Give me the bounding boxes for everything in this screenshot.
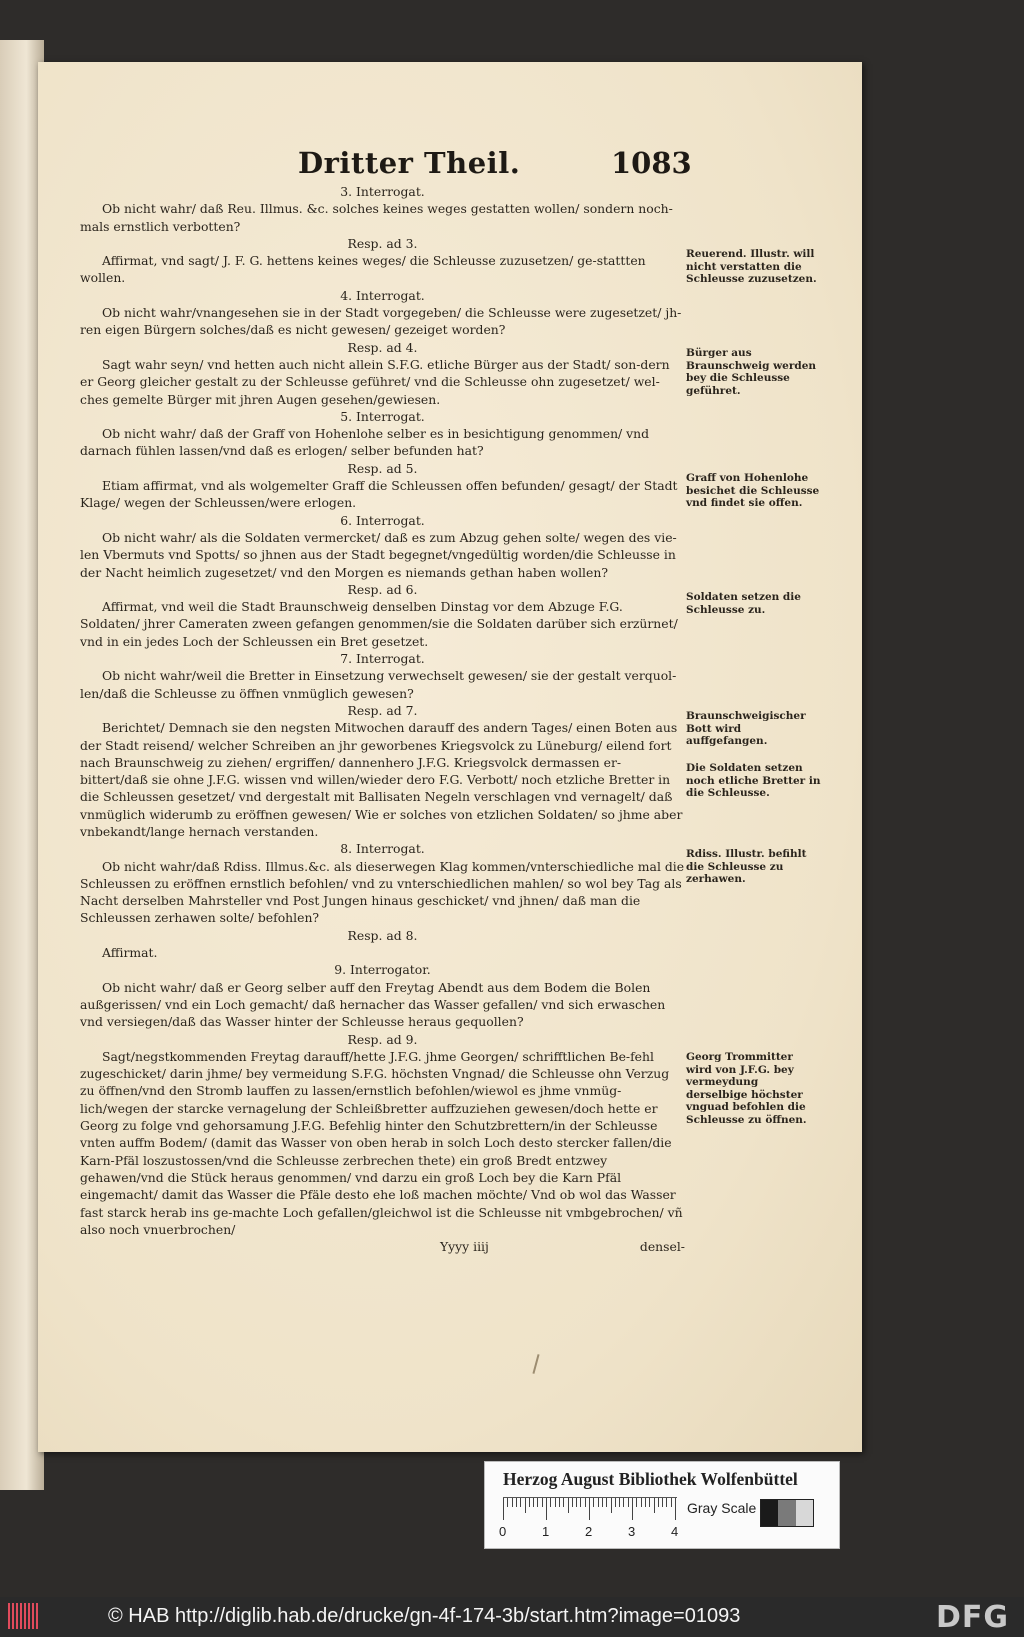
paragraph: Ob nicht wahr/vnangesehen sie in der Stadt vorgegeben/ die Schleusse were zugesetzet/ jh-ren eigen Bürgern solches/daß es nicht gewesen/ gezeiget worden? [80, 305, 682, 338]
paragraph: Affirmat, vnd sagt/ J. F. G. hettens keines weges/ die Schleusse zuzusetzen/ ge-stattten wollen. [80, 253, 646, 286]
ruler-tick [615, 1498, 616, 1507]
body-text [80, 183, 685, 1255]
ruler-tick [649, 1498, 650, 1507]
paragraph: Sagt wahr seyn/ vnd hetten auch nicht allein S.F.G. etliche Bürger aus der Stadt/ son-dern er Georg gleicher gestalt zu der Schleusse geführet/ vnd die Schleusse ohn zugesetzet/ wel-ches gemelte Bürger mit jhren Augen gesehen/gewiesen. [80, 356, 670, 407]
ruler-tick [645, 1498, 646, 1507]
library-name: Herzog August Bibliothek Wolfenbüttel [503, 1469, 798, 1489]
paragraph: Etiam affirmat, vnd als wolgemelter Graff die Schleussen offen befunden/ gesagt/ der Stadt Klage/ wegen der Schleussen/were erlogen. [80, 478, 678, 511]
ruler-tick [546, 1498, 547, 1520]
ruler-tick [503, 1498, 504, 1520]
page-header [38, 146, 862, 186]
ruler-number: 3 [628, 1524, 636, 1539]
ruler-tick [572, 1498, 573, 1507]
marginal-note: Braunschweigischer Bott wird auffgefangen. [686, 710, 806, 748]
ruler-tick [636, 1498, 637, 1507]
catchline [80, 1238, 685, 1255]
paragraph: Ob nicht wahr/ daß der Graff von Hohenlohe selber es in besichtigung genommen/ vnd darnach fühlen lassen/vnd daß es erlogen/ selber befunden hat? [80, 426, 650, 459]
marginal-note: Reuerend. Illustr. will nicht verstatten die Schleusse zuzusetzen. [686, 248, 817, 286]
gray-swatch [778, 1500, 795, 1526]
ruler-tick [619, 1498, 620, 1507]
ruler-tick [585, 1498, 586, 1507]
marginal-note: Die Soldaten setzen noch etliche Bretter in die Schleusse. [686, 762, 821, 800]
ruler-tick [550, 1498, 551, 1507]
ruler-tick [602, 1498, 603, 1507]
ruler-tick [559, 1498, 560, 1507]
gray-scale-label: Gray Scale [687, 1500, 757, 1516]
section-heading: 9. Interrogator. [334, 962, 431, 978]
ruler-number: 1 [542, 1524, 550, 1539]
pen-mark [532, 1354, 539, 1374]
signature-mark: Yyyy iiij [440, 1239, 489, 1255]
section-heading: 6. Interrogat. [340, 512, 425, 528]
hab-barcode-icon [8, 1603, 48, 1629]
section-heading: Resp. ad 6. [347, 581, 418, 597]
ruler-tick [658, 1498, 659, 1507]
ruler-tick [533, 1498, 534, 1507]
ruler-tick [606, 1498, 607, 1507]
section-heading: Resp. ad 9. [347, 1031, 418, 1047]
ruler-tick [512, 1498, 513, 1507]
ruler-tick [520, 1498, 521, 1507]
gray-scale-swatches [760, 1499, 814, 1527]
ruler-tick [576, 1498, 577, 1507]
ruler-number: 0 [499, 1524, 507, 1539]
section-heading: Resp. ad 5. [347, 460, 418, 476]
section-heading: 4. Interrogat. [340, 287, 425, 303]
ruler-tick [555, 1498, 556, 1507]
page-number: 1083 [611, 146, 692, 180]
paragraph: Affirmat. [102, 945, 158, 961]
marginal-note: Soldaten setzen die Schleusse zu. [686, 591, 801, 616]
catchword: densel- [639, 1239, 685, 1255]
book-page [38, 62, 862, 1452]
ruler-tick [568, 1498, 569, 1513]
ruler-tick [580, 1498, 581, 1507]
paragraph: Ob nicht wahr/ als die Soldaten vermercket/ daß es zum Abzug gehen solte/ wegen des vie-len Vbermuts vnd Spotts/ so jhnen aus der Stadt begegnet/vngedültig worden/die Schleusse in der Nacht heimlich zugesetzet/ vnd den Morgen es niemands gethan haben wollen? [80, 529, 677, 580]
paragraph: Berichtet/ Demnach sie den negsten Mitwochen darauff des andern Tages/ einen Boten aus der Stadt reisend/ welcher Schreiben an jhr geworbenes Kriegsvolck zu Lüneburg/ eilend fort nach Braunschweig zu ziehen/ ergriffen/ dannenhero J.F.G. Kriegsvolck dermassen er-bittert/daß sie ohne J.F.G. wissen vnd willen/wieder dero F.G. Verbott/ noch etzliche Bretter in die Schleussen gesetzet/ vnd dergestalt mit Ballisaten Negeln verschlagen vnd vernagelt/ daß vnmüglich widerumb zu eröffnen gewesen/ Wie er solches von etzlichen Soldaten/ so jhme aber vnbekandt/lange hernach verstanden. [80, 720, 683, 839]
ruler-tick [632, 1498, 633, 1520]
ruler-tick [529, 1498, 530, 1507]
ruler-tick [516, 1498, 517, 1507]
section-heading: 3. Interrogat. [340, 184, 425, 199]
ruler-tick [537, 1498, 538, 1507]
section-heading: 5. Interrogat. [340, 408, 425, 424]
section-heading: Resp. ad 8. [347, 927, 418, 943]
marginal-note: Georg Trommitter wird von J.F.G. bey vermeydung derselbige höchster vnguad befohlen die Schleusse zu öffnen. [686, 1051, 807, 1126]
ruler-number: 2 [585, 1524, 593, 1539]
footer-bar [0, 1597, 1024, 1637]
gray-swatch [796, 1500, 813, 1526]
ruler-number: 4 [671, 1524, 679, 1539]
ruler-tick [662, 1498, 663, 1507]
ruler-tick [671, 1498, 672, 1507]
ruler-tick [589, 1498, 590, 1520]
marginal-note: Rdiss. Illustr. befihlt die Schleusse zu zerhawen. [686, 848, 807, 886]
paragraph: Ob nicht wahr/weil die Bretter in Einsetzung verwechselt gewesen/ sie der gestalt verquol-len/daß die Schleusse zu öffnen vnmüglich gewesen? [80, 668, 677, 701]
paragraph: Affirmat, vnd weil die Stadt Braunschweig denselben Dinstag vor dem Abzuge F.G. Soldaten/ jhrer Cameraten zween gefangen genommen/sie die Soldaten darüber sich erzürnet/ vnd in ein jedes Loch der Schleussen ein Bret gesetzet. [80, 599, 678, 649]
ruler-numbers [499, 1524, 699, 1542]
ruler-tick [593, 1498, 594, 1507]
ruler-tick [525, 1498, 526, 1513]
ruler-tick [654, 1498, 655, 1513]
color-scale-card [484, 1461, 840, 1549]
paragraph: Ob nicht wahr/daß Rdiss. Illmus.&c. als dieserwegen Klag kommen/vnterschiedliche mal die Schleussen zu eröffnen ernstlich befohlen/ vnd zu vnterschiedlichen mahlen/ so wol bey Tag als Nacht derselben Mahrsteller vnd Post Jungen hinaus geschicket/ vnd jhnen/ daß man die Schleussen zerhawen solte/ befohlen? [80, 858, 685, 926]
dfg-logo: DFG [936, 1600, 1010, 1635]
ruler-tick [611, 1498, 612, 1513]
ruler-tick [641, 1498, 642, 1507]
running-head: Dritter Theil. [298, 146, 521, 180]
ruler-tick [563, 1498, 564, 1507]
section-heading: Resp. ad 7. [347, 702, 418, 718]
section-heading: 8. Interrogat. [340, 841, 425, 857]
section-heading: Resp. ad 3. [347, 235, 418, 251]
paragraph: Ob nicht wahr/ daß er Georg selber auff den Freytag Abendt aus dem Bodem die Bolen außgerissen/ vnd ein Loch gemacht/ daß hernacher das Wasser gefallen/ vnd sich erwaschen vnd versiegen/daß das Wasser hinter der Schleusse heraus gequollen? [80, 979, 666, 1030]
section-heading: 7. Interrogat. [340, 651, 425, 667]
paragraph: Ob nicht wahr/ daß Reu. Illmus. &c. solches keines weges gestatten wollen/ sondern noch-mals ernstlich verbotten? [80, 201, 673, 234]
ruler-tick [542, 1498, 543, 1507]
marginal-note: Bürger aus Braunschweig werden bey die Schleusse geführet. [686, 347, 817, 397]
ruler-tick [623, 1498, 624, 1507]
ruler-tick [507, 1498, 508, 1507]
ruler-tick [628, 1498, 629, 1507]
marginal-note: Graff von Hohenlohe besichet die Schleusse vnd findet sie offen. [686, 472, 820, 510]
footer-copyright: © HAB http://diglib.hab.de/drucke/gn-4f-174-3b/start.htm?image=01093 [108, 1605, 741, 1627]
gray-swatch [761, 1500, 778, 1526]
ruler-tick [666, 1498, 667, 1507]
ruler-tick [675, 1498, 676, 1520]
paragraph: Sagt/negstkommenden Freytag darauff/hette J.F.G. jhme Georgen/ schrifftlichen Be-fehl zugeschicket/ darin jhme/ bey vermeidung S.F.G. höchsten Vngnad/ die Schleusse ohn Verzug zu öffnen/vnd den Stromb lauffen zu lassen/ernstlich befohlen/wiewol es jhme vnmüg-lich/wegen der starcke vernagelung der Schleißbretter auffzuziehen gewesen/doch hette er Georg zu folge vnd gehorsamung J.F.G. Befehlig hinter den Schutzbrettern/in der Schleusse vnten auffm Bodem/ (damit das Wasser von oben herab in solch Loch desto stercker fallen/die Karn-Pfäl loszustossen/vnd die Schleusse zerbrechen thete) ein groß Bredt entzwey gehawen/vnd die Stück heraus genommen/ vnd darzu ein groß Loch bey die Karn Pfäl eingemacht/ damit das Wasser die Pfäle desto ehe loß machen möchte/ Vnd ob wol das Wasser fast starck herab ins ge-machte Loch gefallen/gleichwol ist die Schleusse nit vmbgebrochen/ vñ also noch vnuerbrochen/ [80, 1048, 683, 1237]
section-heading: Resp. ad 4. [347, 339, 418, 355]
ruler-tick [598, 1498, 599, 1507]
